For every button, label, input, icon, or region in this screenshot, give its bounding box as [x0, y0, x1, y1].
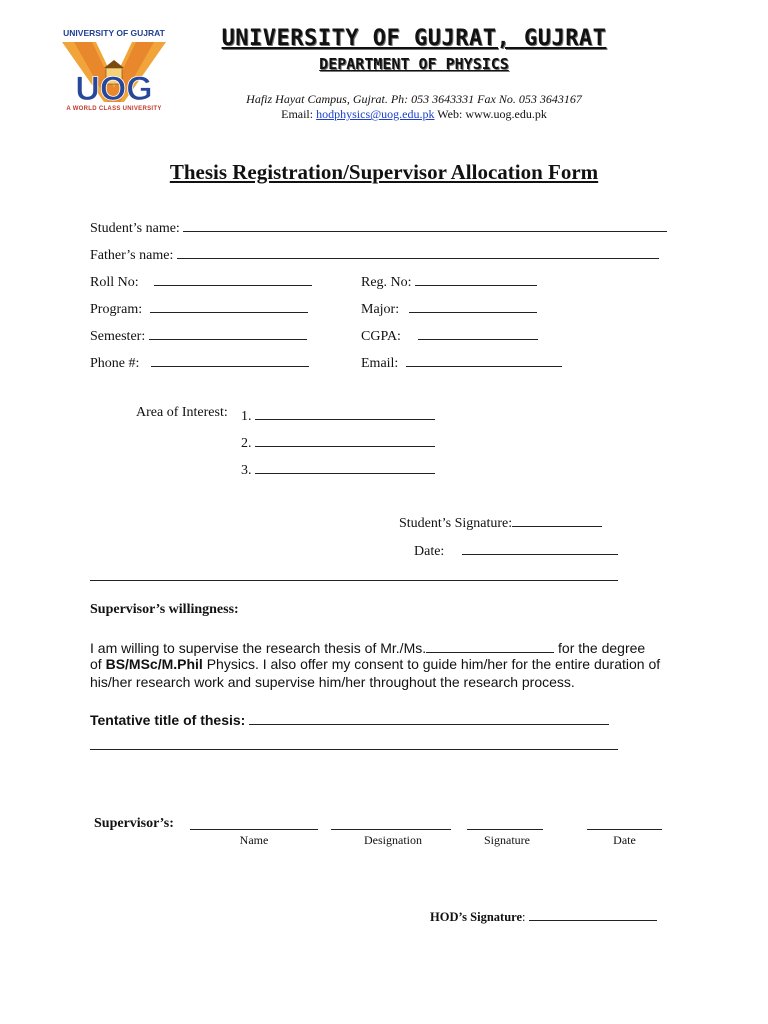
- roll-no-label: Roll No:: [90, 275, 139, 290]
- interest-row-3: [241, 459, 435, 479]
- email-label: Email:: [281, 107, 314, 121]
- logo-letters: UOG: [75, 70, 153, 108]
- reg-no-row: [361, 271, 537, 291]
- interest-field-3[interactable]: [255, 459, 435, 474]
- thesis-title-row: [90, 710, 609, 728]
- supervisor-designation-field[interactable]: [331, 829, 451, 830]
- supervisor-colon: :: [169, 816, 174, 831]
- area-of-interest-label: Area of Interest:: [136, 405, 228, 420]
- willingness-line-3: his/her research work and supervise him/her throughout the research process.: [90, 674, 575, 690]
- willingness-text-2a: of: [90, 656, 102, 672]
- logo-top-text: UNIVERSITY OF GUJRAT: [63, 28, 165, 38]
- department-name: DEPARTMENT OF PHYSICS: [319, 55, 509, 73]
- web-address: Web: www.uog.edu.pk: [437, 107, 547, 121]
- date-field[interactable]: [462, 540, 618, 555]
- university-logo: [48, 28, 180, 120]
- hod-signature-field[interactable]: [529, 908, 657, 921]
- email-field-label: Email:: [361, 356, 399, 371]
- column-date: Date: [613, 833, 636, 847]
- thesis-title-field-line-2[interactable]: [90, 749, 618, 750]
- father-name-label: Father’s name:: [90, 248, 174, 263]
- semester-field[interactable]: [149, 325, 307, 340]
- father-name-field[interactable]: [177, 244, 659, 259]
- section-divider: [90, 580, 618, 581]
- column-designation: Designation: [364, 833, 422, 847]
- university-name: UNIVERSITY OF GUJRAT, GUJRAT: [221, 26, 607, 51]
- willingness-text-1b: for the degree: [558, 640, 646, 656]
- student-name-field[interactable]: [183, 217, 667, 232]
- program-field[interactable]: [150, 298, 308, 313]
- hod-signature-row: [430, 908, 657, 925]
- campus-address: Hafiz Hayat Campus, Gujrat. Ph: 053 3643331 Fax No. 053 3643167: [246, 92, 582, 106]
- semester-row: [90, 325, 307, 345]
- supervisor-label-row: [94, 816, 174, 832]
- date-label: Date:: [414, 544, 445, 559]
- willingness-text-2b: Physics. I also offer my consent to guide him/her for the entire duration of: [206, 656, 661, 672]
- form-title: Thesis Registration/Supervisor Allocation Form: [169, 160, 599, 184]
- major-field[interactable]: [409, 298, 537, 313]
- cgpa-label: CGPA:: [361, 329, 401, 344]
- date-row: [414, 540, 618, 560]
- reg-no-label: Reg. No:: [361, 275, 412, 290]
- interest-number-1: 1.: [241, 409, 252, 424]
- thesis-title-field[interactable]: [249, 710, 609, 725]
- phone-field[interactable]: [151, 352, 309, 367]
- interest-row-2: [241, 432, 435, 452]
- interest-field-2[interactable]: [255, 432, 435, 447]
- student-signature-field[interactable]: [512, 512, 602, 527]
- interest-row-1: [241, 405, 435, 425]
- student-name-row: [90, 217, 667, 237]
- thesis-title-label: Tentative title of thesis:: [90, 712, 246, 728]
- contact-line: [190, 107, 638, 122]
- supervisor-signature-field[interactable]: [467, 829, 543, 830]
- program-label: Program:: [90, 302, 143, 317]
- willingness-heading: Supervisor’s willingness:: [90, 602, 239, 617]
- interest-number-2: 2.: [241, 436, 252, 451]
- student-signature-label: Student’s Signature:: [399, 516, 513, 531]
- supervisor-name-field[interactable]: [190, 829, 318, 830]
- student-signature-row: [399, 512, 602, 532]
- supervisor-date-field[interactable]: [587, 829, 662, 830]
- willingness-line-1: [90, 638, 645, 656]
- semester-label: Semester:: [90, 329, 146, 344]
- interest-number-3: 3.: [241, 463, 252, 478]
- father-name-row: [90, 244, 659, 264]
- interest-field-1[interactable]: [255, 405, 435, 420]
- degree-options: BS/MSc/M.Phil: [105, 656, 203, 672]
- phone-row: [90, 352, 309, 372]
- supervisor-label: Supervisor’s: [94, 816, 170, 831]
- email-link[interactable]: hodphysics@uog.edu.pk: [316, 107, 435, 121]
- hod-signature-label: HOD’s Signature: [430, 910, 523, 924]
- cgpa-row: [361, 325, 538, 345]
- column-name: Name: [239, 833, 269, 847]
- phone-label: Phone #:: [90, 356, 140, 371]
- roll-no-row: [90, 271, 312, 291]
- willingness-text-1a: I am willing to supervise the research thesis of Mr./Ms.: [90, 640, 427, 656]
- willingness-line-2: [90, 656, 660, 672]
- logo-tagline: A WORLD CLASS UNIVERSITY: [66, 106, 162, 112]
- student-name-blank[interactable]: [426, 638, 554, 653]
- program-row: [90, 298, 308, 318]
- major-row: [361, 298, 537, 318]
- major-label: Major:: [361, 302, 400, 317]
- email-field[interactable]: [406, 352, 562, 367]
- hod-colon: :: [522, 910, 526, 924]
- reg-no-field[interactable]: [415, 271, 537, 286]
- cgpa-field[interactable]: [418, 325, 538, 340]
- student-name-label: Student’s name:: [90, 221, 180, 236]
- column-signature: Signature: [484, 833, 530, 847]
- roll-no-field[interactable]: [154, 271, 312, 286]
- email-row: [361, 352, 562, 372]
